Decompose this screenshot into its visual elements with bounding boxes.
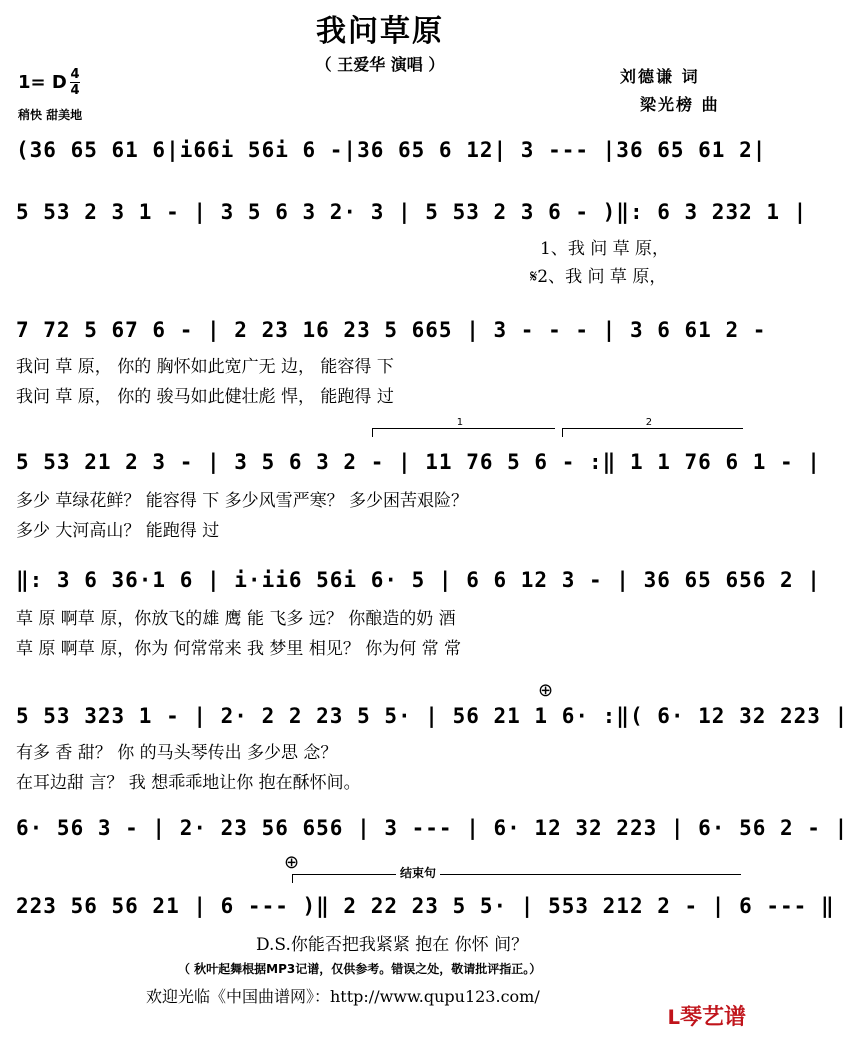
logo [667, 1000, 746, 1031]
logo-icon: ᒪ [667, 1005, 680, 1029]
score-row-6-notes: 5 53 323 1 - | 2· 2 2 23 5 5· | 56 21 1 6· :‖( 6· 12 32 223 | [16, 704, 848, 728]
time-top: 4 [70, 67, 80, 82]
website-link[interactable]: 欢迎光临《中国曲谱网》：http://www.qupu123.com/ [146, 987, 540, 1006]
composer-credit: 梁光榜 曲 [640, 95, 720, 114]
tempo-marking: 稍快 甜美地 [18, 108, 83, 122]
logo-text: 琴艺谱 [679, 1005, 746, 1030]
singer-credit: （ 王爱华 演唱 ） [315, 55, 445, 74]
end-phrase-label: 结束句 [396, 864, 440, 881]
volta-2: 2 [562, 428, 743, 437]
score-row-2-notes: 5 53 2 3 1 - | 3 5 6 3 2· 3 | 5 53 2 3 6 - )‖: 6 3 232 1 | [16, 200, 808, 224]
row-4-lyric-verse-1: 多少 草绿花鲜？ 能容得 下 多少风雪严寒？ 多少困苦艰险？ [16, 491, 469, 511]
page-title: 我问草原 [316, 14, 444, 49]
volta-1: 1 [372, 428, 555, 437]
score-row-7-notes: 6· 56 3 - | 2· 23 56 656 | 3 --- | 6· 12 32 223 | 6· 56 2 - | [16, 816, 848, 840]
key-signature: 1= D [18, 72, 67, 93]
lyricist-credit: 刘德谦 词 [620, 67, 700, 86]
coda-sign: ⊕ [538, 680, 554, 701]
row-3-lyric-verse-1: 我问 草 原， 你的 胸怀如此宽广无 边， 能容得 下 [16, 357, 394, 377]
row-2-lyric-verse-1: 1、我 问 草 原， [540, 239, 670, 259]
end-phrase-bracket [292, 874, 741, 883]
row-6-lyric-verse-1: 有多 香 甜？ 你 的马头琴传出 多少思 念？ [16, 743, 338, 763]
score-row-1-notes: (36 65 61 6|i66i 56i 6 -|36 65 6 12| 3 --- |36 65 61 2| [16, 138, 767, 162]
row-4-lyric-verse-2: 多少 大河高山？ 能跑得 过 [16, 521, 220, 541]
row-5-lyric-verse-2: 草 原 啊草 原，你为 何常常来 我 梦里 相见？ 你为何 常 常 [16, 639, 462, 659]
score-row-3-notes: 7 72 5 67 6 - | 2 23 16 23 5 665 | 3 - - - | 3 6 61 2 - [16, 318, 767, 342]
transcriber-note: （ 秋叶起舞根据MP3记谱，仅供参考。错误之处，敬请批评指正。） [178, 962, 542, 976]
score-row-5-notes: ‖: 3 6 36·1 6 | i·ii6 56i 6· 5 | 6 6 12 3 - | 36 65 656 2 | [16, 568, 821, 592]
score-row-4-notes: 5 53 21 2 3 - | 3 5 6 3 2 - | 11 76 5 6 - :‖ 1 1 76 6 1 - | [16, 450, 821, 474]
row-6-lyric-verse-2: 在耳边甜 言？ 我 想乖乖地让你 抱在酥怀间。 [16, 773, 361, 793]
score-row-8-notes: 223 56 56 21 | 6 --- )‖ 2 22 23 5 5· | 553 212 2 - | 6 --- ‖ [16, 894, 835, 918]
time-bottom: 4 [70, 83, 80, 98]
row-3-lyric-verse-2: 我问 草 原， 你的 骏马如此健壮彪 悍， 能跑得 过 [16, 387, 394, 407]
row-5-lyric-verse-1: 草 原 啊草 原，你放飞的雄 鹰 能 飞多 远？ 你酿造的奶 酒 [16, 609, 456, 629]
row-8-lyric: D.S.你能否把我紧紧 抱在 你怀 间？ [256, 935, 529, 955]
time-signature [70, 68, 80, 97]
row-2-lyric-verse-2: 𝄋2、我 问 草 原， [530, 267, 667, 287]
coda-sign-2: ⊕ [284, 852, 300, 873]
